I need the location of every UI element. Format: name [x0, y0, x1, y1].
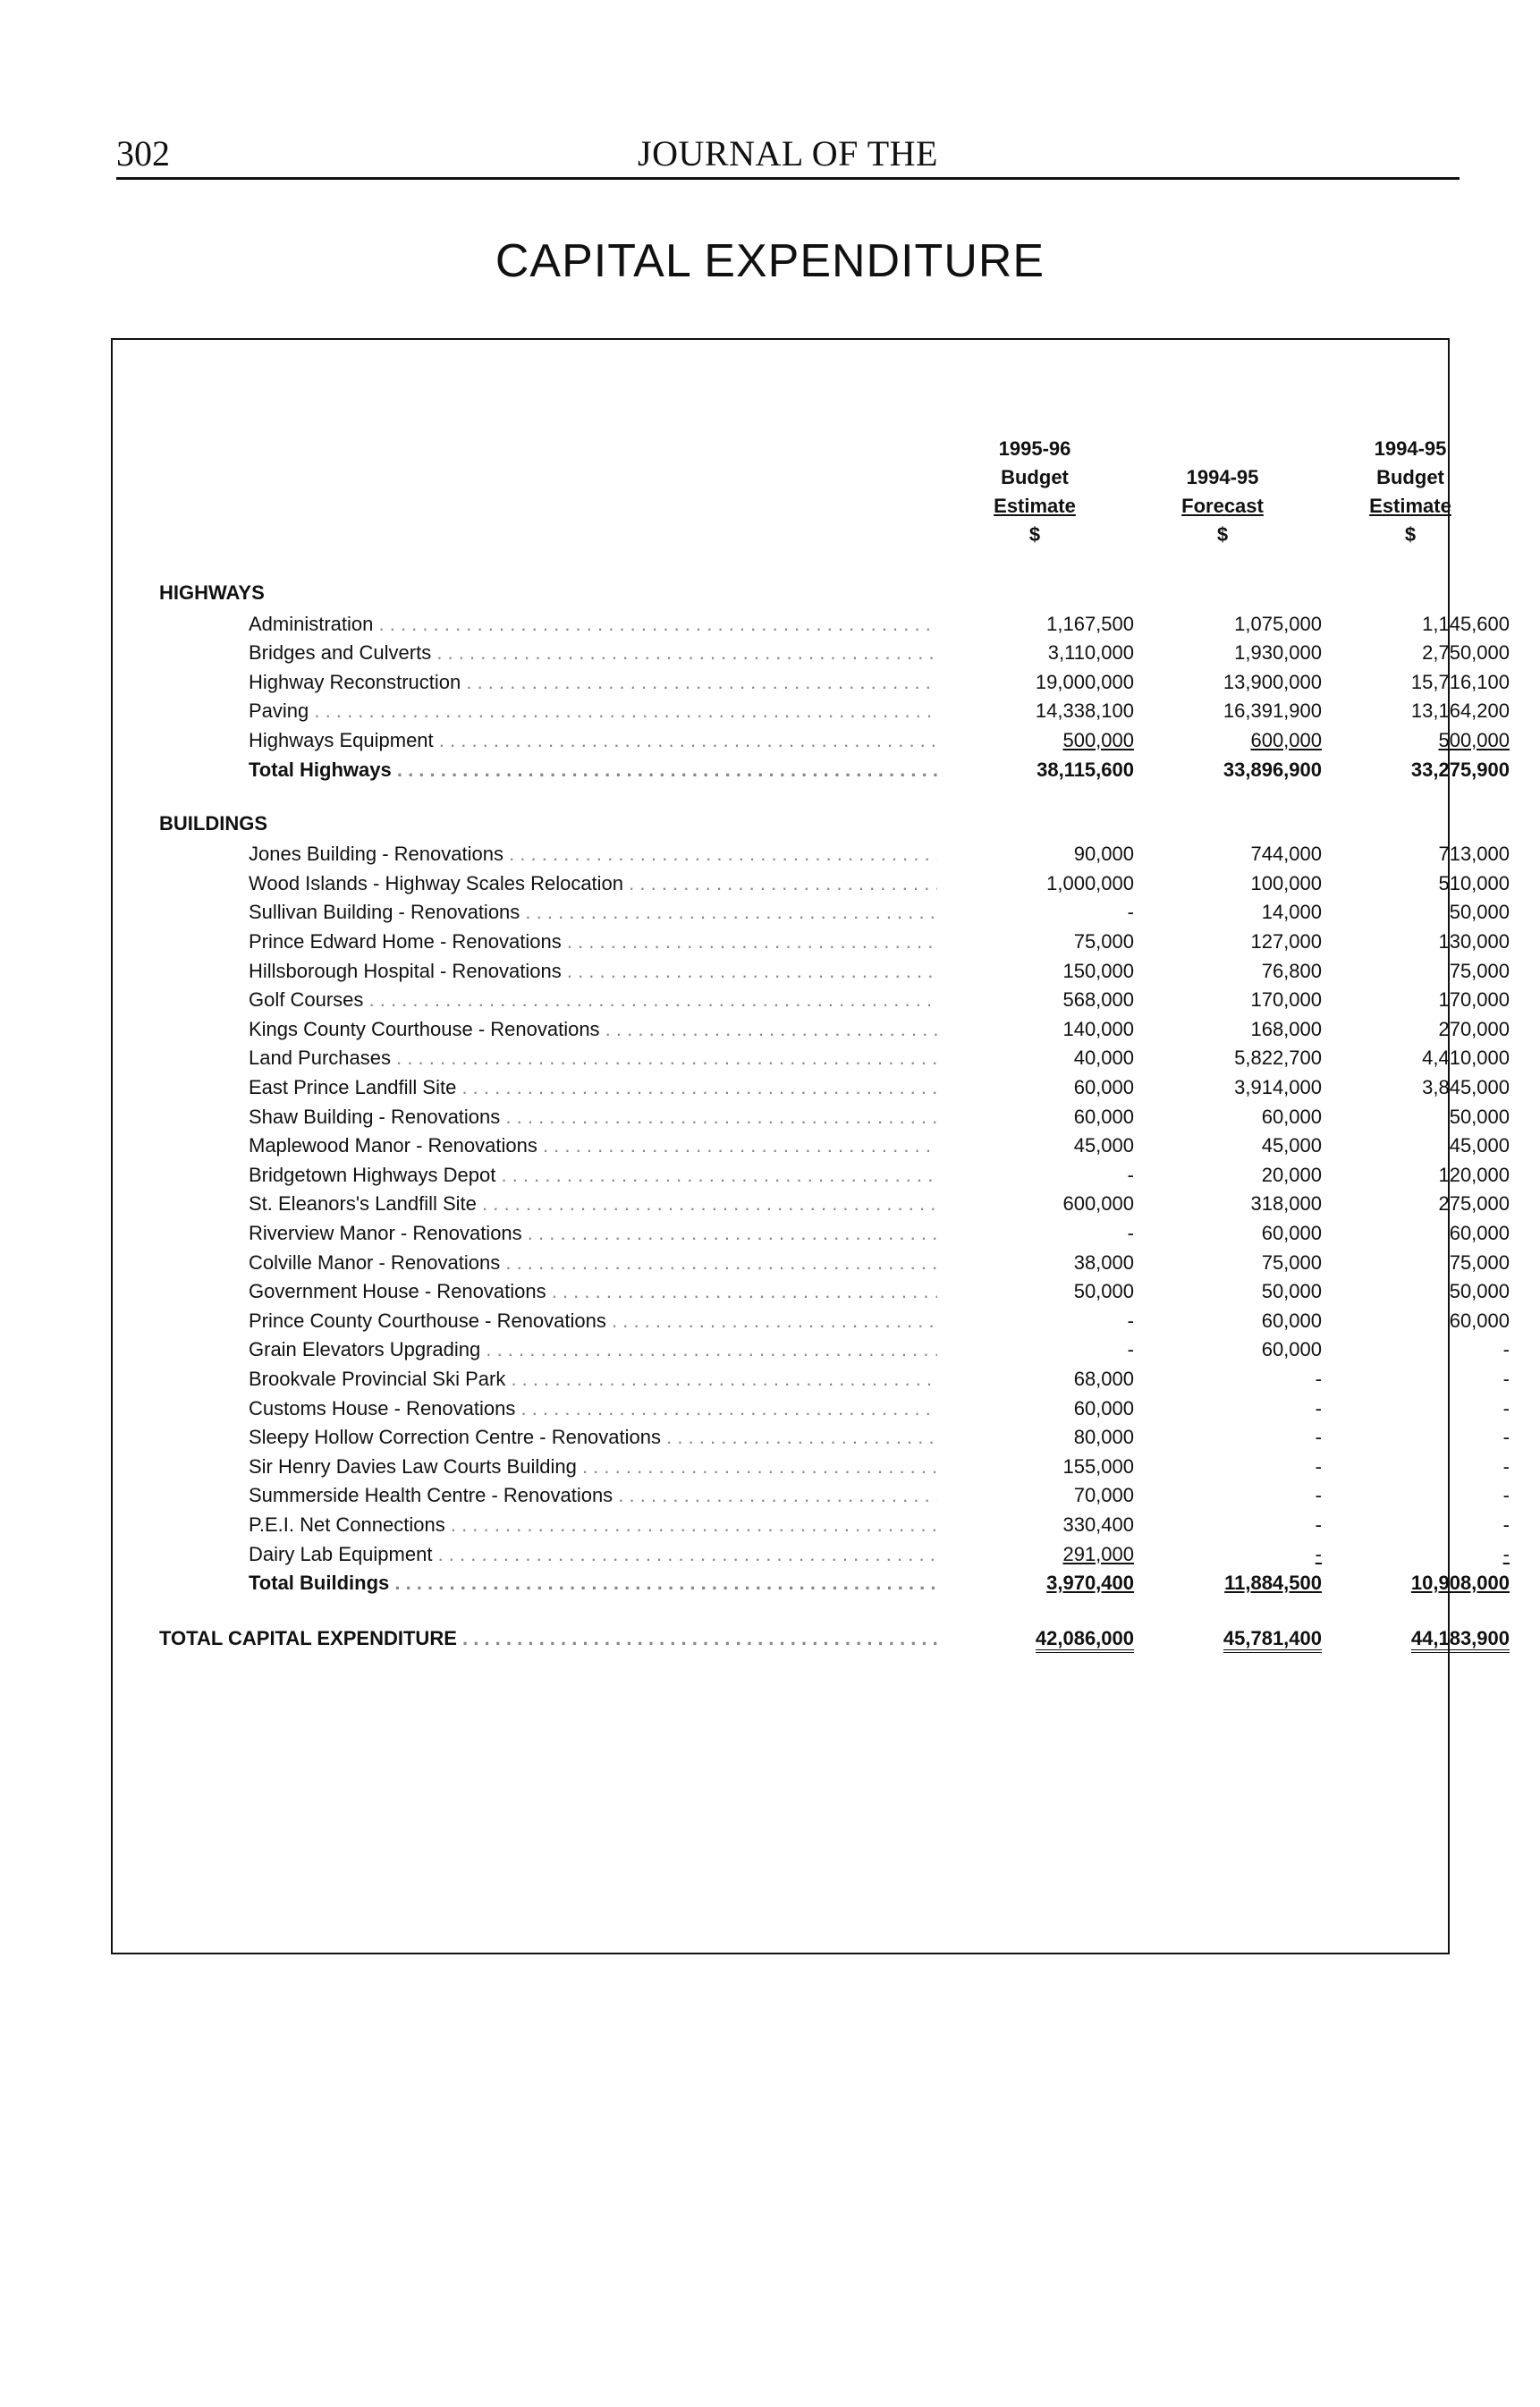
row-label: Shaw Building - Renovations . . . — [249, 1104, 937, 1131]
table-frame — [111, 338, 1510, 1954]
table-row — [249, 1395, 1510, 1422]
row-value: 568,000 — [1062, 988, 1134, 1012]
table-row — [249, 841, 1510, 868]
table-row — [249, 1308, 1510, 1335]
row-value: 5,822,700 — [1234, 1047, 1322, 1070]
column-header-forecast-1994-95 — [1147, 463, 1299, 549]
row-value: - — [1315, 1367, 1322, 1390]
table-row — [249, 1132, 1510, 1159]
row-label: Sir Henry Davies Law Courts Building . . . — [249, 1454, 937, 1480]
row-value: 50,000 — [1073, 1280, 1134, 1303]
row-label: Riverview Manor - Renovations . . . — [249, 1220, 937, 1247]
row-label: Grain Elevators Upgrading . . . — [249, 1336, 937, 1363]
row-label: Customs House - Renovations . . . — [249, 1395, 937, 1422]
table-row — [249, 928, 1510, 955]
row-value-text: 500,000 — [1438, 729, 1510, 751]
column-header-budget-1994-95 — [1334, 435, 1486, 549]
row-value: 130,000 — [1438, 929, 1510, 953]
table-row — [249, 1424, 1510, 1451]
table-row — [249, 611, 1510, 638]
row-value: 127,000 — [1250, 929, 1322, 953]
row-value: - — [1127, 1309, 1134, 1332]
row-value: 744,000 — [1250, 843, 1322, 866]
row-value-text: 44,183,900 — [1411, 1627, 1510, 1653]
grand-total-row — [159, 1625, 1510, 1652]
row-value: - — [1502, 1426, 1510, 1449]
row-value: 4,410,000 — [1422, 1047, 1510, 1070]
column-header-type: Forecast — [1181, 495, 1264, 517]
row-label: Maplewood Manor - Renovations . . . — [249, 1132, 937, 1159]
table-row — [249, 1278, 1510, 1305]
row-value: 70,000 — [1073, 1484, 1134, 1507]
row-value: 60,000 — [1261, 1221, 1322, 1244]
row-label: Prince County Courthouse - Renovations . . . — [249, 1308, 937, 1335]
row-value: 3,914,000 — [1234, 1075, 1322, 1098]
column-header-budget-1995-96 — [959, 435, 1111, 549]
row-value: 120,000 — [1438, 1163, 1510, 1186]
journal-title: JOURNAL OF THE — [638, 133, 938, 174]
row-label: Total Buildings . . . — [249, 1570, 937, 1597]
row-label: St. Eleanors's Landfill Site . . . — [249, 1191, 937, 1217]
row-value — [955, 1541, 1134, 1568]
row-value: 318,000 — [1250, 1192, 1322, 1216]
table-row — [249, 640, 1510, 666]
row-value — [955, 1570, 1134, 1597]
table-row — [249, 727, 1510, 754]
row-value: 1,075,000 — [1234, 612, 1322, 635]
running-head — [116, 132, 1460, 179]
row-value: - — [1502, 1484, 1510, 1507]
row-value: 45,000 — [1449, 1134, 1510, 1157]
row-value: 50,000 — [1449, 901, 1510, 924]
row-value: - — [1315, 1426, 1322, 1449]
row-value: 45,000 — [1261, 1134, 1322, 1157]
row-value: 50,000 — [1449, 1105, 1510, 1128]
section-heading-highways: HIGHWAYS — [159, 581, 265, 604]
row-value: 40,000 — [1073, 1047, 1134, 1070]
row-label: Summerside Health Centre - Renovations . . . — [249, 1482, 937, 1509]
row-label: East Prince Landfill Site . . . — [249, 1074, 937, 1101]
row-value: 510,000 — [1438, 871, 1510, 894]
column-header-year: 1994-95 — [1374, 437, 1447, 460]
capital-expenditure-table — [113, 340, 1510, 1953]
total-highways-row — [249, 757, 1510, 784]
row-value: 168,000 — [1250, 1017, 1322, 1040]
row-value-text: 600,000 — [1250, 729, 1322, 751]
page-title: CAPITAL EXPENDITURE — [495, 235, 1045, 287]
column-header-type: Budget — [1001, 466, 1069, 488]
row-value: 14,338,100 — [1035, 699, 1134, 723]
table-row — [249, 1045, 1510, 1072]
row-value: 15,716,100 — [1410, 670, 1510, 693]
row-value: - — [1502, 1338, 1510, 1361]
row-value-text: - — [1315, 1542, 1322, 1565]
row-value: 76,800 — [1261, 959, 1322, 982]
column-header-unit: $ — [1216, 523, 1229, 546]
row-value — [1331, 1541, 1510, 1568]
row-value: 13,164,200 — [1410, 699, 1510, 723]
row-value: - — [1502, 1513, 1510, 1536]
row-label: Hillsborough Hospital - Renovations . . . — [249, 958, 937, 985]
row-value-text: 10,908,000 — [1410, 1572, 1510, 1595]
row-value: - — [1315, 1513, 1322, 1536]
row-label: Bridges and Culverts . . . — [249, 640, 937, 666]
row-label: Golf Courses . . . — [249, 987, 937, 1013]
row-value — [1331, 1570, 1510, 1597]
row-value: - — [1502, 1396, 1510, 1420]
row-value: 90,000 — [1073, 843, 1134, 866]
row-label: Land Purchases . . . — [249, 1045, 937, 1072]
row-value: 60,000 — [1261, 1105, 1322, 1128]
row-value: 14,000 — [1261, 901, 1322, 924]
row-value: 2,750,000 — [1422, 641, 1510, 665]
row-value: 100,000 — [1250, 871, 1322, 894]
column-header-type: Budget — [1376, 466, 1444, 488]
row-value: 38,115,600 — [1037, 758, 1134, 781]
total-buildings-row — [249, 1570, 1510, 1597]
row-label: Highways Equipment . . . — [249, 727, 937, 754]
row-value: 170,000 — [1438, 988, 1510, 1012]
section-heading-buildings: BUILDINGS — [159, 811, 267, 835]
row-value: 80,000 — [1073, 1426, 1134, 1449]
row-value: - — [1315, 1484, 1322, 1507]
row-label: TOTAL CAPITAL EXPENDITURE . . . — [159, 1625, 937, 1652]
table-row — [249, 1250, 1510, 1276]
table-row — [249, 1074, 1510, 1101]
row-value: 600,000 — [1062, 1192, 1134, 1216]
row-label: Wood Islands - Highway Scales Relocation . . . — [249, 870, 937, 897]
row-label: Prince Edward Home - Renovations . . . — [249, 928, 937, 955]
row-value — [955, 1625, 1134, 1652]
row-value: 155,000 — [1062, 1454, 1134, 1478]
column-header-kind: Estimate — [994, 495, 1076, 517]
column-header-year: 1995-96 — [998, 437, 1071, 460]
row-value: 1,145,600 — [1422, 612, 1510, 635]
table-row — [249, 1220, 1510, 1247]
row-value — [1331, 727, 1510, 754]
row-value: 38,000 — [1073, 1250, 1134, 1274]
row-value — [955, 727, 1134, 754]
row-value: 33,896,900 — [1223, 758, 1322, 781]
row-value: 75,000 — [1449, 959, 1510, 982]
row-label: Administration . . . — [249, 611, 937, 638]
table-row — [249, 669, 1510, 696]
row-value: 68,000 — [1073, 1367, 1134, 1390]
row-value: 3,110,000 — [1047, 641, 1134, 665]
row-value: 16,391,900 — [1223, 699, 1322, 723]
column-header-kind: Estimate — [1369, 495, 1451, 517]
row-value: 60,000 — [1073, 1396, 1134, 1420]
table-row — [249, 987, 1510, 1013]
row-label: Total Highways . . . — [249, 757, 937, 784]
row-value: 33,275,900 — [1410, 758, 1510, 781]
row-value: - — [1127, 901, 1134, 924]
row-value — [1143, 1570, 1322, 1597]
row-value: 140,000 — [1062, 1017, 1134, 1040]
row-label: Government House - Renovations . . . — [249, 1278, 937, 1305]
row-label: Kings County Courthouse - Renovations . . . — [249, 1016, 937, 1043]
column-header-year: 1994-95 — [1186, 466, 1259, 488]
row-label: Dairy Lab Equipment . . . — [249, 1541, 937, 1568]
column-header-unit: $ — [1404, 523, 1417, 546]
table-row — [249, 1336, 1510, 1363]
row-value: 170,000 — [1250, 988, 1322, 1012]
row-value: 45,000 — [1073, 1134, 1134, 1157]
row-value: 60,000 — [1073, 1075, 1134, 1098]
row-value: 60,000 — [1261, 1309, 1322, 1332]
row-value: 13,900,000 — [1223, 670, 1322, 693]
row-value: 60,000 — [1073, 1105, 1134, 1128]
row-value: 75,000 — [1073, 929, 1134, 953]
row-value-text: 42,086,000 — [1036, 1627, 1134, 1653]
table-row — [249, 1104, 1510, 1131]
table-row — [249, 958, 1510, 985]
table-row — [249, 1016, 1510, 1043]
row-value — [1143, 727, 1322, 754]
row-value: - — [1502, 1367, 1510, 1390]
row-value: 50,000 — [1449, 1280, 1510, 1303]
row-label: Sullivan Building - Renovations . . . — [249, 899, 937, 926]
table-row — [249, 1454, 1510, 1480]
row-value: 1,930,000 — [1234, 641, 1322, 665]
table-row — [249, 870, 1510, 897]
row-value: - — [1315, 1396, 1322, 1420]
row-value: 270,000 — [1438, 1017, 1510, 1040]
row-value: 50,000 — [1261, 1280, 1322, 1303]
header-rule — [116, 177, 1460, 180]
row-value: - — [1502, 1454, 1510, 1478]
table-row — [249, 899, 1510, 926]
row-value: - — [1127, 1221, 1134, 1244]
row-value — [1143, 1625, 1322, 1652]
column-header-unit: $ — [1028, 523, 1041, 546]
row-value: 20,000 — [1261, 1163, 1322, 1186]
row-value: 275,000 — [1438, 1192, 1510, 1216]
table-row — [249, 1191, 1510, 1217]
row-label: Jones Building - Renovations . . . — [249, 841, 937, 868]
row-value-text: 45,781,400 — [1223, 1627, 1322, 1653]
row-value-text: 3,970,400 — [1046, 1572, 1134, 1595]
row-label: Colville Manor - Renovations . . . — [249, 1250, 937, 1276]
table-row — [249, 1512, 1510, 1538]
row-value: 19,000,000 — [1035, 670, 1134, 693]
row-value: 60,000 — [1449, 1221, 1510, 1244]
row-value: 3,845,000 — [1422, 1075, 1510, 1098]
table-row — [249, 698, 1510, 725]
row-value-text: 291,000 — [1062, 1542, 1134, 1565]
row-label: Bridgetown Highways Depot . . . — [249, 1162, 937, 1189]
row-label: Paving . . . — [249, 698, 937, 725]
row-value: 60,000 — [1449, 1309, 1510, 1332]
row-value: 713,000 — [1438, 843, 1510, 866]
row-value — [1331, 1625, 1510, 1652]
row-label: Highway Reconstruction . . . — [249, 669, 937, 696]
row-value: 60,000 — [1261, 1338, 1322, 1361]
row-label: Sleepy Hollow Correction Centre - Renovations . . . — [249, 1424, 937, 1451]
row-value: - — [1315, 1454, 1322, 1478]
row-value-text: 11,884,500 — [1224, 1572, 1322, 1595]
table-row — [249, 1541, 1510, 1568]
row-value-text: 500,000 — [1062, 729, 1134, 751]
row-value: 330,400 — [1062, 1513, 1134, 1536]
table-row — [249, 1482, 1510, 1509]
row-value: 1,000,000 — [1046, 871, 1134, 894]
row-value: - — [1127, 1338, 1134, 1361]
row-value: - — [1127, 1163, 1134, 1186]
row-value: 75,000 — [1261, 1250, 1322, 1274]
row-value: 1,167,500 — [1046, 612, 1134, 635]
table-row — [249, 1162, 1510, 1189]
row-value — [1143, 1541, 1322, 1568]
row-value: 75,000 — [1449, 1250, 1510, 1274]
page-number: 302 — [116, 133, 170, 174]
table-row — [249, 1366, 1510, 1393]
row-label: P.E.I. Net Connections . . . — [249, 1512, 937, 1538]
row-value-text: - — [1502, 1542, 1510, 1565]
row-label: Brookvale Provincial Ski Park . . . — [249, 1366, 937, 1393]
row-value: 150,000 — [1062, 959, 1134, 982]
